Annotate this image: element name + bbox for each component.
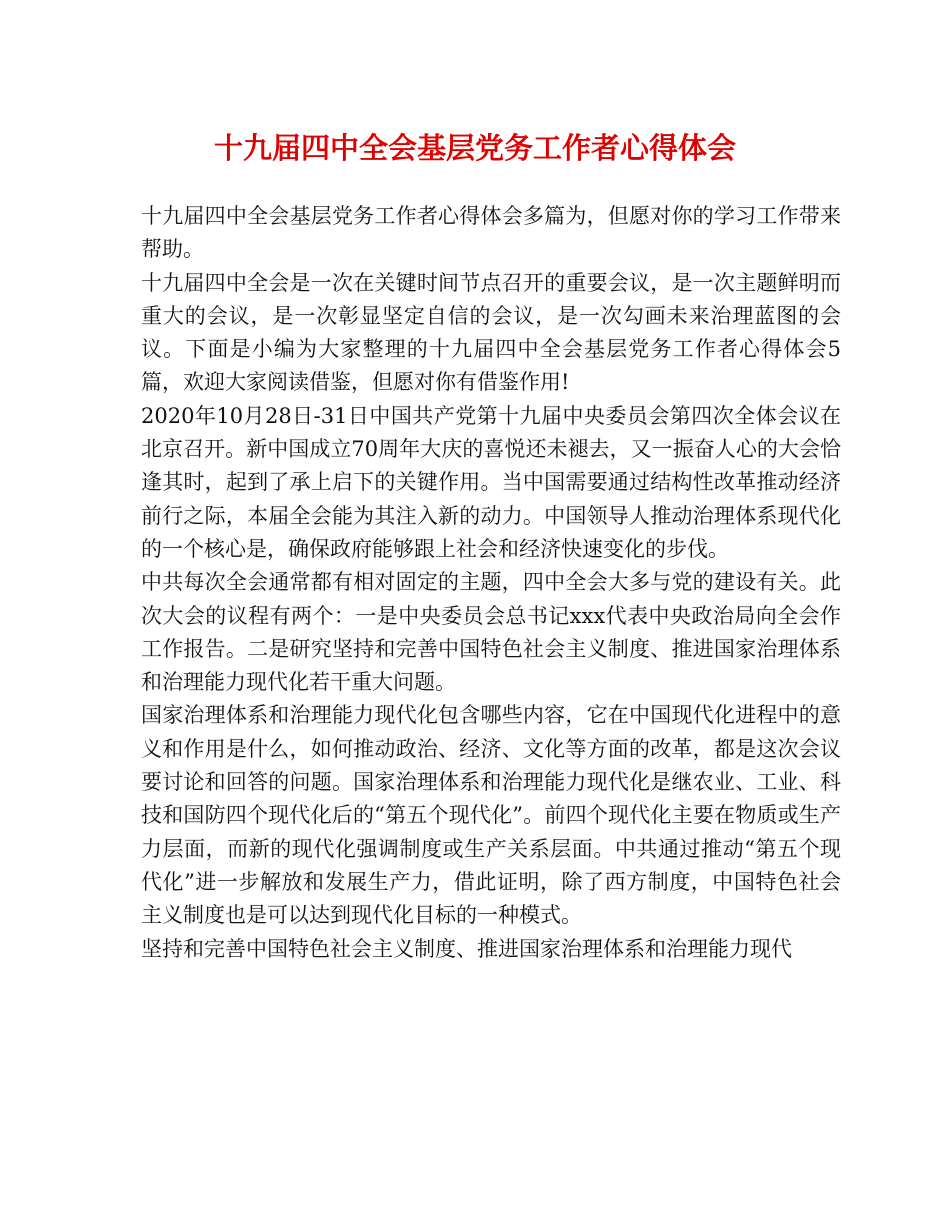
paragraph-intro: 十九届四中全会基层党务工作者心得体会多篇为，但愿对你的学习工作带来帮助。 <box>141 204 841 262</box>
paragraph-meeting-date: 2020年10月28日-31日中国共产党第十九届中央委员会第四次全体会议在北京召开。新中国成立70周年大庆的喜悦还未褪去，又一振奋人心的大会恰逢其时，起到了承上启下的关键作用。当中国需要通过结构性改革推动经济前行之际，本届全会能为其注入新的动力。中国领导人推动治理体系现代化的一个核心是，确保政府能够跟上社会和经济快速变化的步伐。 <box>141 403 841 561</box>
document-title: 十九届四中全会基层党务工作者心得体会 <box>213 131 736 165</box>
paragraph-agenda: 中共每次全会通常都有相对固定的主题，四中全会大多与党的建设有关。此次大会的议程有两个：一是中央委员会总书记xxx代表中央政治局向全会作工作报告。二是研究坚持和完善中国特色社会主义制度、推进国家治理体系和治理能力现代化若干重大问题。 <box>141 570 841 695</box>
paragraph-overview: 十九届四中全会是一次在关键时间节点召开的重要会议，是一次主题鲜明而重大的会议，是一次彰显坚定自信的会议，是一次勾画未来治理蓝图的会议。下面是小编为大家整理的十九届四中全会基层党务工作者心得体会5篇，欢迎大家阅读借鉴，但愿对你有借鉴作用! <box>141 270 841 395</box>
paragraph-continued: 坚持和完善中国特色社会主义制度、推进国家治理体系和治理能力现代 <box>141 936 792 961</box>
document-body <box>141 200 841 966</box>
paragraph-modernization: 国家治理体系和治理能力现代化包含哪些内容，它在中国现代化进程中的意义和作用是什么，如何推动政治、经济、文化等方面的改革，都是这次会议要讨论和回答的问题。国家治理体系和治理能力现代化是继农业、工业、科技和国防四个现代化后的“第五个现代化”。前四个现代化主要在物质或生产力层面，而新的现代化强调制度或生产关系层面。中共通过推动“第五个现代化”进一步解放和发展生产力，借此证明，除了西方制度，中国特色社会主义制度也是可以达到现代化目标的一种模式。 <box>141 703 841 928</box>
